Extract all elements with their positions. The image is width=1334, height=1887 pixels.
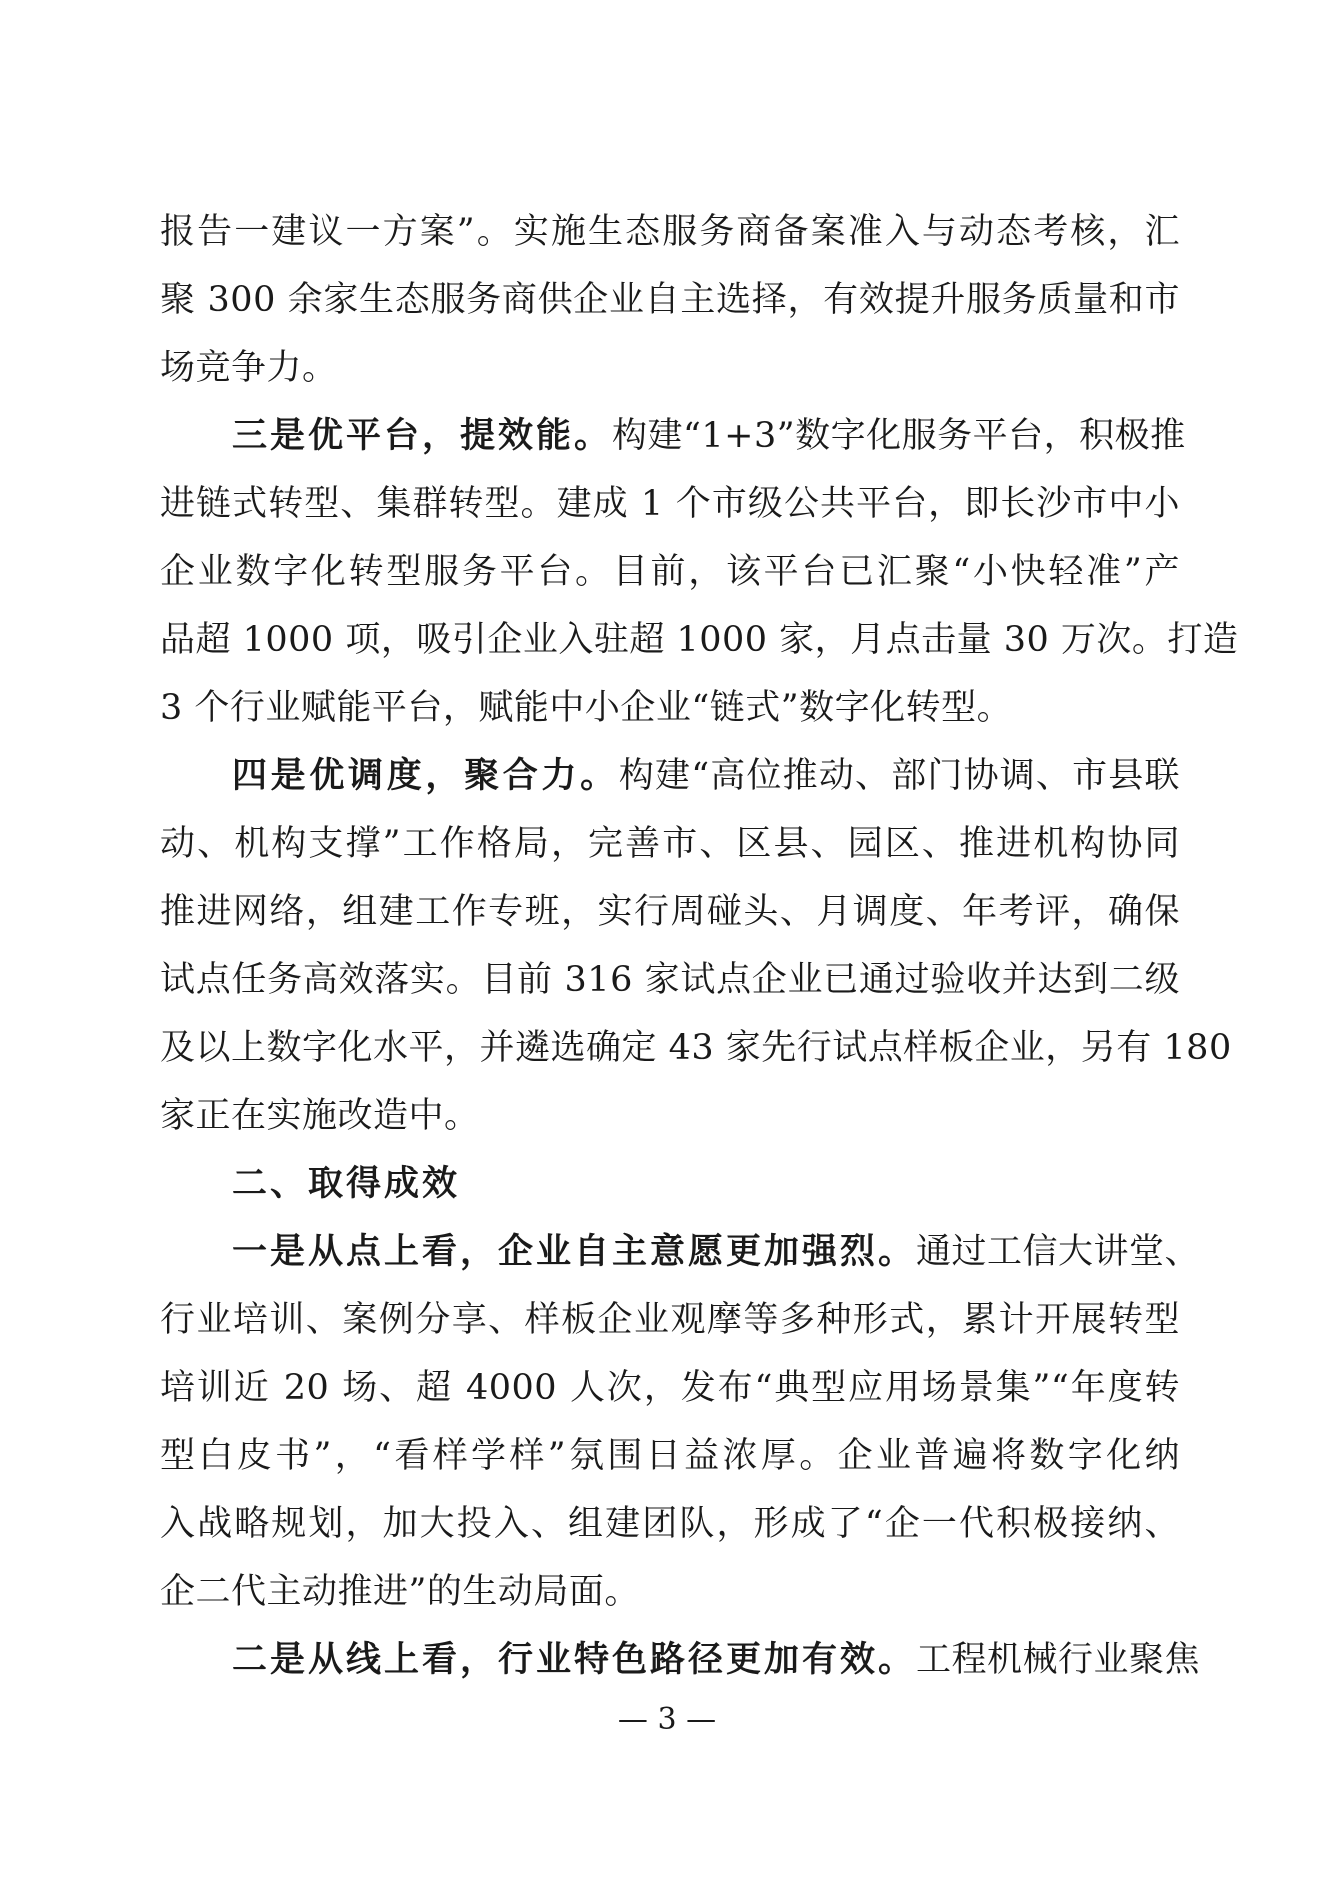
paragraph-heading-line: 四是优调度，聚合力。构建“高位推动、部门协调、市县联 (232, 756, 1180, 796)
text-line: 型白皮书”，“看样学样”氛围日益浓厚。企业普遍将数字化纳 (160, 1436, 1180, 1476)
section-heading: 二、取得成效 (232, 1164, 461, 1204)
paragraph-heading-line: 三是优平台，提效能。构建“1+3”数字化服务平台，积极推 (232, 416, 1186, 456)
text-line: 试点任务高效落实。目前 316 家试点企业已通过验收并达到二级 (160, 960, 1180, 1000)
text-line: 品超 1000 项，吸引企业入驻超 1000 家，月点击量 30 万次。打造 (160, 620, 1239, 660)
text-line: 企二代主动推进”的生动局面。 (160, 1572, 640, 1612)
text-line: 场竞争力。 (160, 348, 338, 388)
bold-lead: 一是从点上看，企业自主意愿更加强烈。 (232, 1232, 917, 1272)
paragraph-heading-line: 一是从点上看，企业自主意愿更加强烈。通过工信大讲堂、 (232, 1232, 1201, 1272)
bold-lead: 三是优平台，提效能。 (232, 416, 613, 456)
text-line: 培训近 20 场、超 4000 人次，发布“典型应用场景集”“年度转 (160, 1368, 1180, 1408)
bold-lead: 四是优调度，聚合力。 (232, 756, 619, 796)
text-line: 聚 300 余家生态服务商供企业自主选择，有效提升服务质量和市 (160, 280, 1180, 320)
page-number: — 3 — (617, 1702, 717, 1737)
text-line: 报告一建议一方案”。实施生态服务商备案准入与动态考核，汇 (160, 212, 1180, 252)
text-line: 入战略规划，加大投入、组建团队，形成了“企一代积极接纳、 (160, 1504, 1180, 1544)
paragraph-heading-line: 二是从线上看，行业特色路径更加有效。工程机械行业聚焦 (232, 1640, 1201, 1680)
text-line: 动、机构支撑”工作格局，完善市、区县、园区、推进机构协同 (160, 824, 1180, 864)
text-line: 3 个行业赋能平台，赋能中小企业“链式”数字化转型。 (160, 688, 1013, 728)
text-line: 企业数字化转型服务平台。目前，该平台已汇聚“小快轻准”产 (160, 552, 1180, 592)
text-line: 进链式转型、集群转型。建成 1 个市级公共平台，即长沙市中小 (160, 484, 1180, 524)
text-line: 行业培训、案例分享、样板企业观摩等多种形式，累计开展转型 (160, 1300, 1180, 1340)
text-line: 及以上数字化水平，并遴选确定 43 家先行试点样板企业，另有 180 (160, 1028, 1232, 1068)
text-line: 推进网络，组建工作专班，实行周碰头、月调度、年考评，确保 (160, 892, 1180, 932)
text-line: 家正在实施改造中。 (160, 1096, 480, 1136)
bold-lead: 二是从线上看，行业特色路径更加有效。 (232, 1640, 917, 1680)
